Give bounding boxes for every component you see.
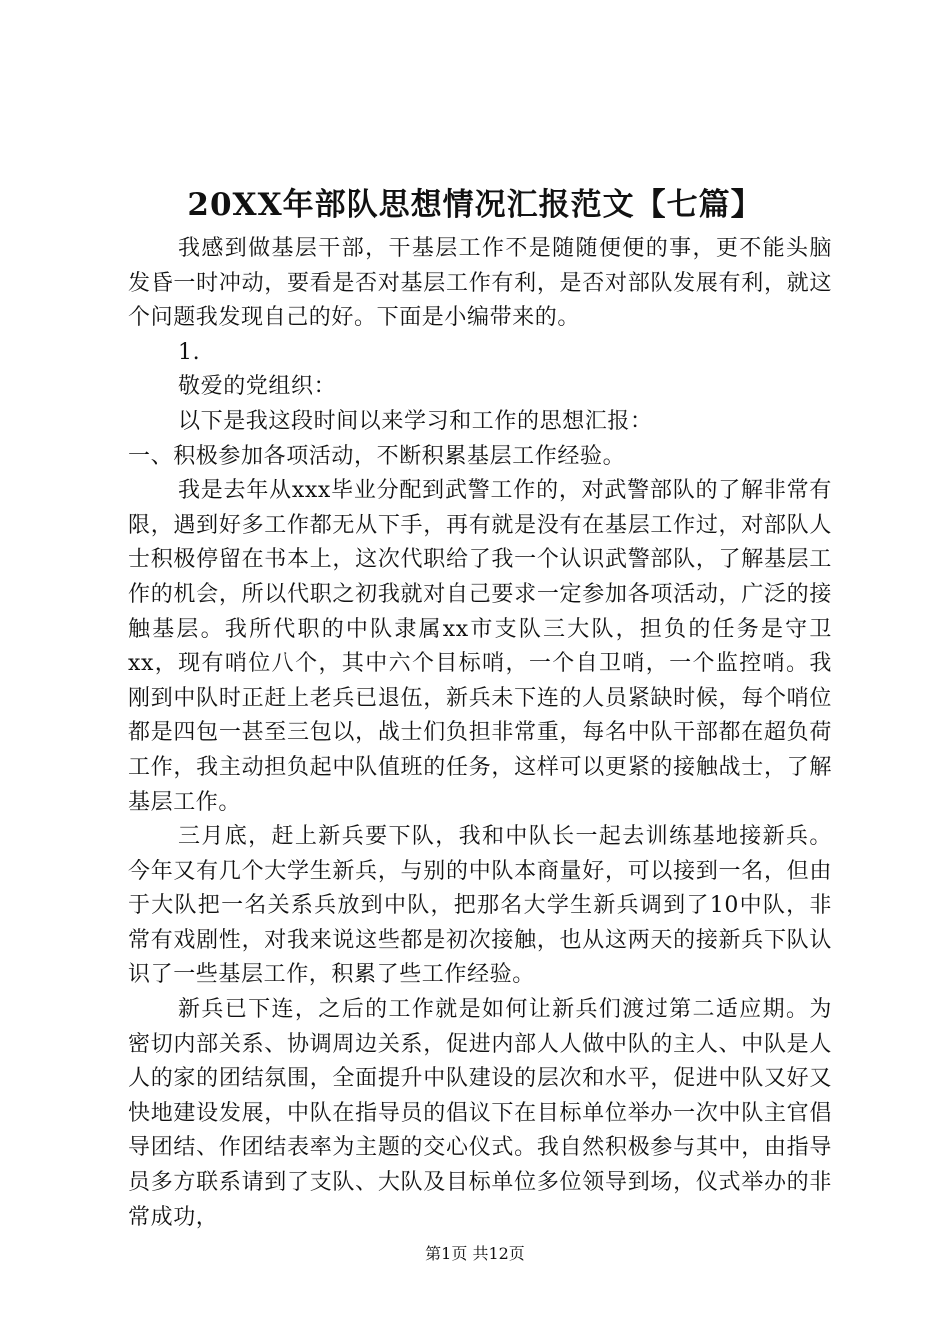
intro-paragraph: 我感到做基层干部，干基层工作不是随随便便的事，更不能头脑发昏一时冲动，要看是否对基层工作有利，是否对部队发展有利，就这个问题我发现自己的好。下面是小编带来的。 — [128, 236, 832, 331]
salutation: 敬爱的党组织： — [178, 374, 337, 400]
document-body — [128, 232, 832, 1235]
body-paragraph: 三月底，赶上新兵要下队，我和中队长一起去训练基地接新兵。今年又有几个大学生新兵，与别的中队本商量好，可以接到一名，但由于大队把一名关系兵放到中队，把那名大学生新兵调到了10中队，非常有戏剧性，对我来说这些都是初次接触，也从这两天的接新兵下队认识了一些基层工作，积累了些工作经验。 — [128, 824, 832, 988]
page-number-footer: 第1页 共12页 — [425, 1244, 525, 1263]
document-title: 20XX年部队思想情况汇报范文【七篇】 — [187, 187, 763, 223]
report-intro: 以下是我这段时间以来学习和工作的思想汇报： — [178, 408, 653, 434]
body-paragraph: 我是去年从xxx毕业分配到武警工作的，对武警部队的了解非常有限，遇到好多工作都无从下手，再有就是没有在基层工作过，对部队人士积极停留在书本上，这次代职给了我一个认识武警部队，了解基层工作的机会，所以代职之初我就对自己要求一定参加各项活动，广泛的接触基层。我所代职的中队隶属xx市支队三大队，担负的任务是守卫xx，现有哨位八个，其中六个目标哨，一个自卫哨，一个监控哨。我刚到中队时正赶上老兵已退伍，新兵未下连的人员紧缺时候，每个哨位都是四包一甚至三包以，战士们负担非常重，每名中队干部都在超负荷工作，我主动担负起中队值班的任务，这样可以更紧的接触战士，了解基层工作。 — [128, 478, 832, 815]
section-number: 1. — [178, 339, 201, 365]
body-paragraph: 新兵已下连，之后的工作就是如何让新兵们渡过第二适应期。为密切内部关系、协调周边关系，促进内部人人做中队的主人、中队是人人的家的团结氛围，全面提升中队建设的层次和水平，促进中队又好又快地建设发展，中队在指导员的倡议下在目标单位举办一次中队主官倡导团结、作团结表率为主题的交心仪式。我自然积极参与其中，由指导员多方联系请到了支队、大队及目标单位多位领导到场，仪式举办的非常成功， — [128, 997, 832, 1230]
section-heading: 一、积极参加各项活动，不断积累基层工作经验。 — [128, 443, 626, 469]
